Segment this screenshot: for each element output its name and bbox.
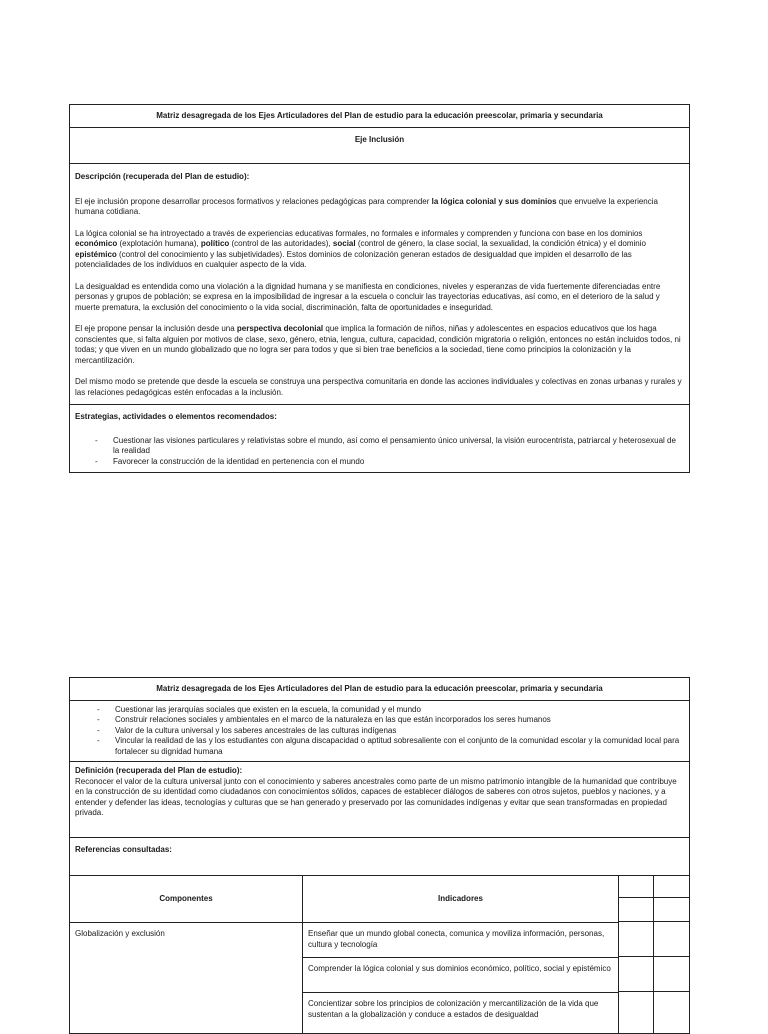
text-span: El eje inclusión propone desarrollar procesos formativos y relaciones pedagógicas para comprender: [75, 196, 432, 206]
text-span: El eje propone pensar la inclusión desde una: [75, 324, 237, 333]
description-paragraph-1: [75, 197, 684, 218]
check-cell[interactable]: [619, 992, 653, 1032]
check-cell[interactable]: [654, 957, 689, 992]
components-column: [70, 876, 303, 1033]
text-span: que envuelve la experiencia humana cotidiana.: [75, 196, 658, 216]
list-item: - Cuestionar las visiones particulares y relativistas sobre el mundo, así como el pensamiento único universal, la visión eurocentrista, patriarcal y heterosexual de la realidad: [113, 436, 684, 457]
component-cell: Globalización y exclusión: [75, 929, 165, 938]
description-heading: Descripción (recuperada del Plan de estudio):: [75, 172, 250, 181]
bold-span: la lógica colonial y sus dominios: [431, 196, 557, 206]
column-header-componentes: Componentes: [70, 876, 302, 923]
text-span: (control de las autoridades),: [229, 239, 333, 248]
strategies-list: [75, 436, 684, 468]
text-span: La lógica colonial se ha introyectado a través de experiencias educativas formales, no formales e informales y comprenden y funciona con base en los dominios: [75, 228, 643, 238]
bold-span: económico: [75, 239, 118, 248]
check-header-merged-end: [653, 876, 689, 898]
bold-span: epistémico: [75, 249, 117, 259]
definition-section: [70, 762, 689, 838]
indicator-cell: Comprender la lógica colonial y sus dominios económico, político, social y epistémico: [303, 958, 618, 993]
list-item: - Cuestionar las jerarquías sociales que existen en la escuela, la comunidad y el mundo: [115, 705, 684, 716]
description-paragraph-2: [75, 229, 684, 271]
list-item: - Construir relaciones sociales y ambientales en el marco de la naturaleza en las que están incorporados los seres humanos: [115, 715, 684, 726]
bold-span: perspectiva decolonial: [236, 324, 324, 333]
definition-heading: Definición (recuperada del Plan de estudio):: [75, 766, 243, 775]
column-header-indicadores: Indicadores: [303, 876, 618, 923]
definition-text: Reconocer el valor de la cultura universal junto con el conocimiento y saberes ancestrales como parte de un mismo patrimonio intangible de la humanidad que contribuye en la construcción de su identidad como ciudadanos con conocimientos sólidos, capaces de establecer diálogos de saberes con otros sujetos, pueblos y naciones, y a entender y defender las ideas, tecnologías y culturas que se han generado y preservado por las comunidades indígenas y evitar que sean transformadas en propiedad privada.: [75, 776, 677, 817]
check-cell[interactable]: [619, 957, 653, 992]
description-paragraph-3: La desigualdad es entendida como una violación a la dignidad humana y se manifiesta en condiciones, niveles y esperanzas de vida fuertemente diferenciadas entre personas y grupos de población; se expresa en la imposibilidad de ingresar a la escuela o concluir las trayectorias educativas, así como, en el deterioro de la salud y muerte prematura, la exclusión del conocimiento o la vida social, discriminación, falta de oportunidades e inseguridad.: [75, 281, 661, 312]
indicator-cell: Concientizar sobre los principios de colonización y mercantilización de la vida que sustentan a la globalización y conduce a estados de desigualdad: [308, 999, 599, 1019]
text-span: (control de género, la clase social, la sexualidad, la condición étnica) y el dominio: [355, 239, 646, 248]
eje-name: Eje Inclusión: [70, 128, 689, 165]
check-cell[interactable]: [619, 922, 653, 957]
components-grid: [70, 876, 689, 1033]
indicators-column: [303, 876, 619, 1033]
list-item: - Valor de la cultura universal y los saberes ancestrales de las culturas indígenas: [115, 726, 684, 737]
references-section: [70, 838, 689, 877]
check-cell[interactable]: [654, 992, 689, 1032]
text-span: (control del conocimiento y las subjetividades). Estos dominios de colonización generan estados de desigualdad que impiden el desarrollo de las potencialidades de los individuos en cualquier aspecto de la vida.: [75, 249, 632, 269]
list-item: - Vincular la realidad de las y los estudiantes con alguna discapacidad o aptitud sobresaliente con el conjunto de la comunidad escolar y la comunidad local para fortalecer su dignidad humana: [115, 736, 684, 757]
matrix-table-1: [69, 104, 690, 473]
list-item: - Favorecer la construcción de la identidad en pertenencia con el mundo: [113, 457, 684, 468]
description-section: [70, 164, 689, 405]
matrix-title: Matriz desagregada de los Ejes Articuladores del Plan de estudio para la educación preescolar, primaria y secundaria: [70, 105, 689, 128]
check-column-1: [619, 876, 654, 1033]
matrix-table-2: [69, 677, 690, 1034]
text-span: (explotación humana),: [117, 239, 201, 248]
indicator-cell: Enseñar que un mundo global conecta, comunica y moviliza información, personas, cultura y tecnología: [303, 923, 618, 958]
references-heading: Referencias consultadas:: [75, 844, 172, 854]
bold-span: político: [200, 239, 230, 248]
check-subheader: [654, 898, 689, 922]
bold-span: social: [332, 239, 356, 248]
check-cell[interactable]: [654, 922, 689, 957]
text-span: que implica la formación de niños, niñas y adolescentes en espacios educativos que los haga conscientes que, si falta alguien por motivos de clase, sexo, género, etnia, lengua, cultura, capacidad, condición migratoria o religión, entonces no están incluidos todos, ni todas; y que viven en un mundo globalizado que no logra ser para todos y que si bien trae beneficios a la sociedad, tiene como principios la colonización y la mercantilización.: [75, 324, 681, 365]
description-paragraph-4: [75, 324, 684, 366]
check-subheader: [619, 898, 653, 922]
recommendations-list-section: [70, 701, 689, 763]
strategies-section: [70, 405, 689, 472]
recommendations-list: [75, 705, 684, 758]
strategies-heading: Estrategias, actividades o elementos recomendados:: [75, 412, 277, 421]
check-column-2: [654, 876, 689, 1033]
description-paragraph-5: Del mismo modo se pretende que desde la escuela se construya una perspectiva comunitaria en donde las acciones individuales y colectivas en zonas urbanas y rurales y las relaciones pedagógicas estén enfocadas a la inclusión.: [75, 377, 682, 397]
matrix-title: Matriz desagregada de los Ejes Articuladores del Plan de estudio para la educación preescolar, primaria y secundaria: [70, 678, 689, 701]
